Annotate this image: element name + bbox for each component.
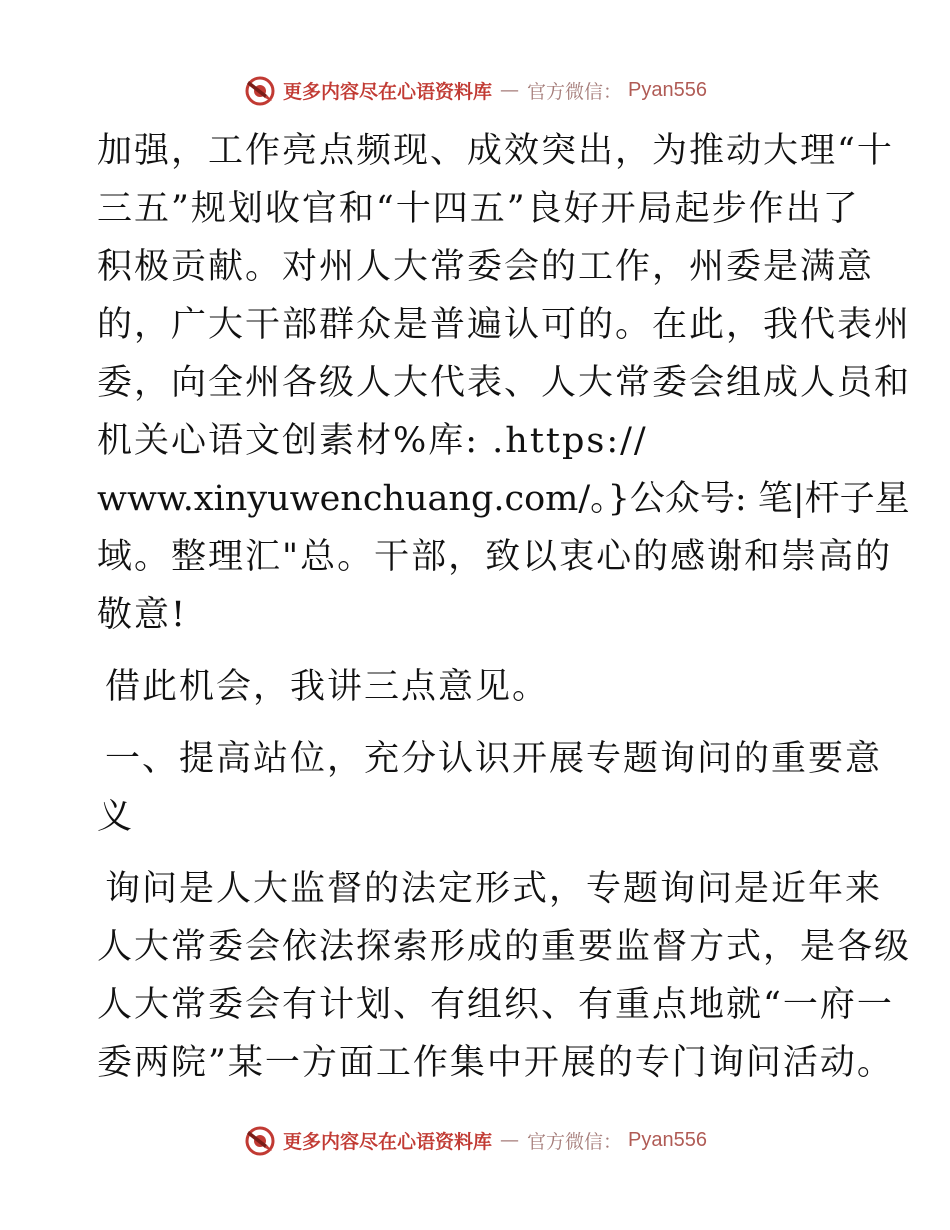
banner-wechat-id: Pyan556 <box>628 1128 707 1151</box>
logo-icon <box>243 73 277 107</box>
text-line: 域。整理汇"总。干部，致以衷心的感谢和崇高的 <box>97 537 893 577</box>
footer-banner <box>0 1120 950 1160</box>
text-line: 人大常委会有计划、有组织、有重点地就“一府一 <box>97 985 894 1025</box>
banner-wechat-id: Pyan556 <box>628 78 707 101</box>
section-heading-1 <box>97 730 883 846</box>
banner-title: 更多内容尽在心语资料库 <box>283 80 493 103</box>
text-line: 机关心语文创素材%库: .https:// <box>97 421 648 461</box>
text-line: 借此机会，我讲三点意见。 <box>105 667 550 707</box>
text-line: 一、提高站位，充分认识开展专题询问的重要意 <box>105 739 883 779</box>
paragraph-2 <box>97 658 857 716</box>
text-line: 委，向全州各级人大代表、人大常委会组成人员和 <box>97 363 912 403</box>
text-line: 敬意! <box>97 595 188 635</box>
text-line: 委两院”某一方面工作集中开展的专门询问活动。 <box>97 1043 894 1083</box>
text-line: 积极贡献。对州人大常委会的工作，州委是满意 <box>97 247 875 287</box>
banner-separator: — <box>500 1129 520 1151</box>
banner-wechat-label: 官方微信： <box>527 1130 623 1153</box>
text-line: 义 <box>97 797 135 837</box>
text-line: 询问是人大监督的法定形式，专题询问是近年来 <box>105 869 883 909</box>
text-line: 加强，工作亮点频现、成效突出，为推动大理“十 <box>97 131 894 171</box>
text-line: 三五”规划收官和“十四五”良好开局起步作出了 <box>97 189 860 229</box>
text-line: www.xinyuwenchuang.com/。}公众号: 笔|杆子星 <box>97 479 910 519</box>
banner-title: 更多内容尽在心语资料库 <box>283 1130 493 1153</box>
paragraph-1 <box>97 122 912 644</box>
text-line: 的，广大干部群众是普遍认可的。在此，我代表州 <box>97 305 912 345</box>
header-banner <box>0 70 950 110</box>
paragraph-3 <box>97 860 912 1092</box>
banner-wechat-label: 官方微信： <box>527 80 623 103</box>
banner-separator: — <box>500 79 520 101</box>
document-body <box>97 122 912 1092</box>
logo-icon <box>243 1123 277 1157</box>
text-line: 人大常委会依法探索形成的重要监督方式，是各级 <box>97 927 912 967</box>
